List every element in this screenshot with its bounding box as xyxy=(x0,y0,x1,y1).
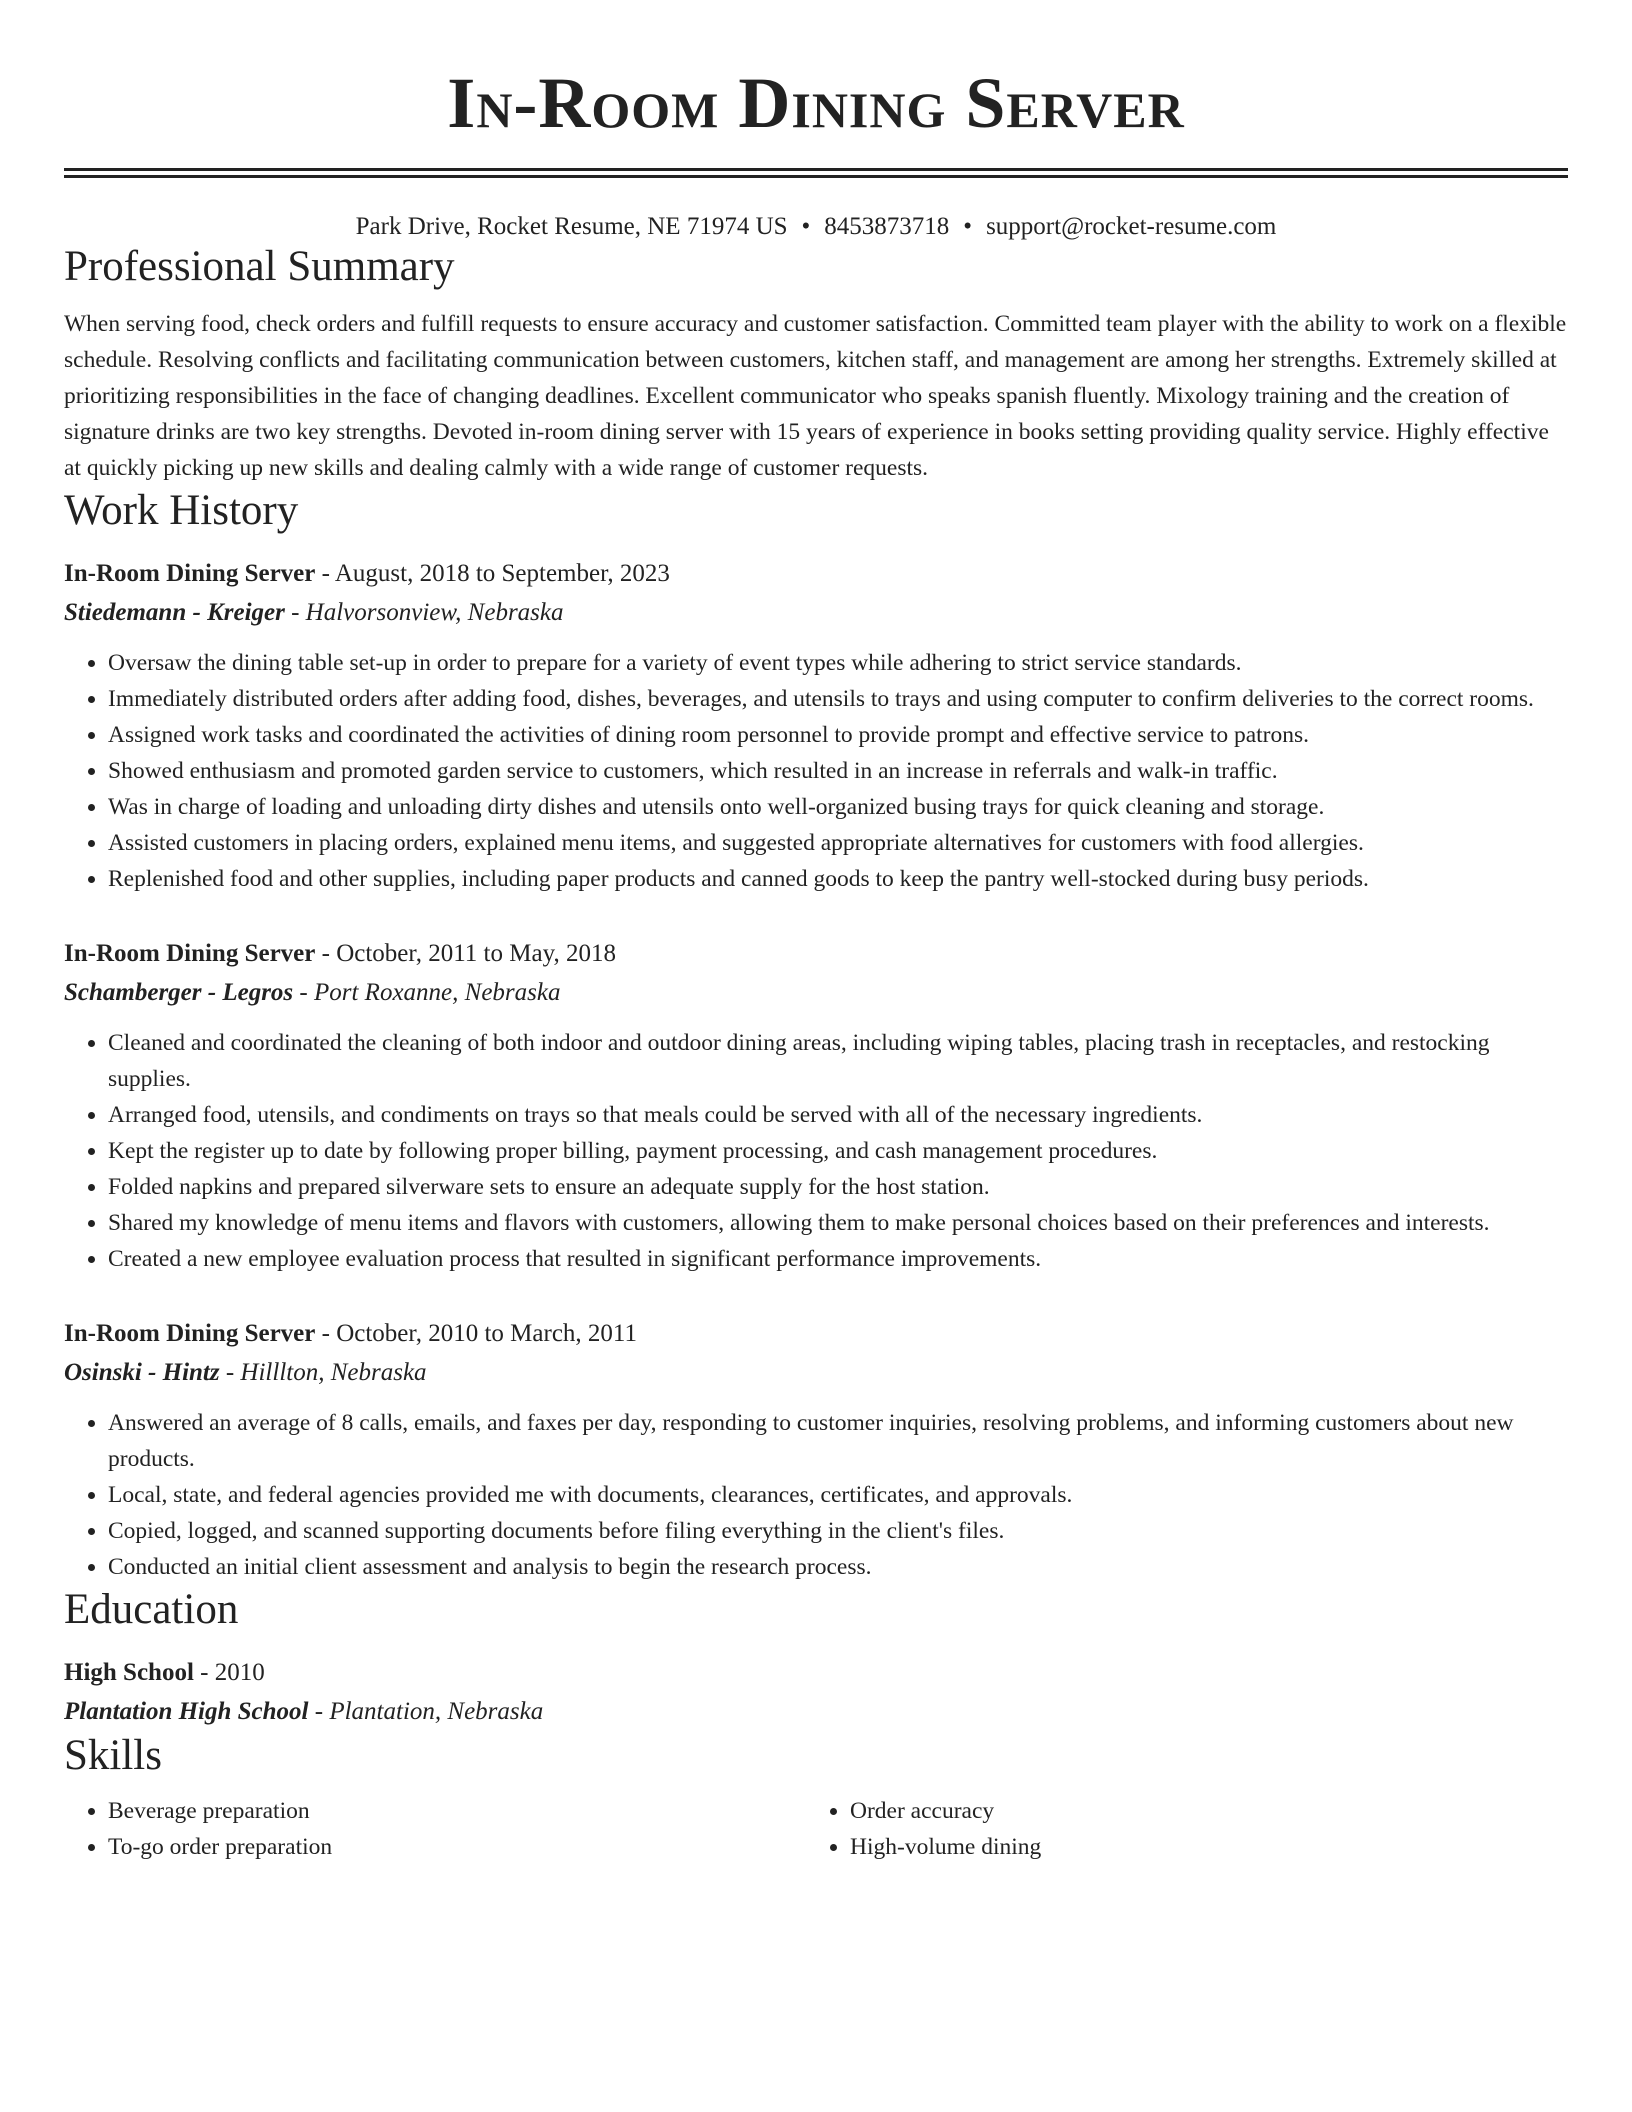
job-entry xyxy=(64,1314,1568,1585)
job-dates: - October, 2011 to May, 2018 xyxy=(315,940,616,967)
job-company: Schamberger - Legros xyxy=(64,979,294,1006)
job-dates: - August, 2018 to September, 2023 xyxy=(315,560,670,587)
skill-item: • High-volume dining xyxy=(850,1829,1548,1865)
skills-list xyxy=(64,1793,1568,1865)
duty-item: • Assigned work tasks and coordinated the activities of dining room personnel to provide prompt and effective service to patrons. xyxy=(108,717,1568,753)
job-duties xyxy=(64,1025,1568,1277)
job-header xyxy=(64,934,1568,973)
duty-item: • Arranged food, utensils, and condiments on trays so that meals could be served with all of the necessary ingredients. xyxy=(108,1097,1568,1133)
education-heading: Education xyxy=(64,1586,239,1633)
job-header xyxy=(64,1314,1568,1353)
job-entry xyxy=(64,554,1568,897)
duty-item: • Showed enthusiasm and promoted garden service to customers, which resulted in an increase in referrals and walk-in traffic. xyxy=(108,753,1568,789)
contact-email: support@rocket-resume.com xyxy=(986,213,1277,240)
job-location: - Halvorsonview, Nebraska xyxy=(284,599,564,626)
duty-item: • Copied, logged, and scanned supporting documents before filing everything in the client's files. xyxy=(108,1513,1568,1549)
education-school-line xyxy=(64,1692,1568,1731)
duty-item: • Kept the register up to date by following proper billing, payment processing, and cash management procedures. xyxy=(108,1133,1568,1169)
contact-separator: • xyxy=(801,213,811,240)
job-duties xyxy=(64,645,1568,897)
education-location: - Plantation, Nebraska xyxy=(308,1698,544,1725)
job-company: Stiedemann - Kreiger xyxy=(64,599,285,626)
summary-text: When serving food, check orders and fulfill requests to ensure accuracy and customer satisfaction. Committed team player with the ability to work on a flexible schedule. Resolving conflicts and facilitating communication between customers, kitchen staff, and management are among her strengths. Extremely skilled at prioritizing responsibilities in the face of changing deadlines. Excellent communicator who speaks spanish fluently. Mixology training and the creation of signature drinks are two key strengths. Devoted in-room dining server with 15 years of experience in books setting providing quality service. Highly effective at quickly picking up new skills and dealing calmly with a wide range of customer requests. xyxy=(64,311,1567,481)
job-employer xyxy=(64,973,1568,1012)
skill-item: • Order accuracy xyxy=(850,1793,1548,1829)
duty-item: • Assisted customers in placing orders, explained menu items, and suggested appropriate alternatives for customers with food allergies. xyxy=(108,825,1568,861)
job-header xyxy=(64,554,1568,593)
duty-item: • Cleaned and coordinated the cleaning of both indoor and outdoor dining areas, including wiping tables, placing trash in receptacles, and restocking supplies. xyxy=(108,1025,1568,1097)
skill-item: • To-go order preparation xyxy=(108,1829,806,1865)
duty-item: • Immediately distributed orders after adding food, dishes, beverages, and utensils to trays and using computer to confirm deliveries to the correct rooms. xyxy=(108,681,1568,717)
duty-item: • Local, state, and federal agencies provided me with documents, clearances, certificates, and approvals. xyxy=(108,1477,1568,1513)
header-divider xyxy=(64,168,1568,178)
duty-item: • Created a new employee evaluation process that resulted in significant performance improvements. xyxy=(108,1241,1568,1277)
job-location: - Port Roxanne, Nebraska xyxy=(293,979,561,1006)
duty-item: • Replenished food and other supplies, including paper products and canned goods to keep the pantry well-stocked during busy periods. xyxy=(108,861,1568,897)
candidate-name: In-Room Dining Server xyxy=(447,63,1185,143)
job-dates: - October, 2010 to March, 2011 xyxy=(315,1320,637,1347)
job-title: In-Room Dining Server xyxy=(64,560,316,587)
skills-column-left xyxy=(64,1793,806,1865)
job-company: Osinski - Hintz xyxy=(64,1359,220,1386)
contact-address: Park Drive, Rocket Resume, NE 71974 US xyxy=(355,213,788,240)
contact-line xyxy=(64,212,1568,242)
contact-separator: • xyxy=(963,213,973,240)
job-title: In-Room Dining Server xyxy=(64,940,316,967)
skills-heading: Skills xyxy=(64,1732,162,1779)
education-school: Plantation High School xyxy=(64,1698,309,1725)
education-header xyxy=(64,1653,1568,1692)
job-entry xyxy=(64,934,1568,1277)
duty-item: • Answered an average of 8 calls, emails, and faxes per day, responding to customer inquiries, resolving problems, and informing customers about new products. xyxy=(108,1405,1568,1477)
skill-item: • Beverage preparation xyxy=(108,1793,806,1829)
contact-phone: 8453873718 xyxy=(824,213,950,240)
duty-item: • Shared my knowledge of menu items and flavors with customers, allowing them to make personal choices based on their preferences and interests. xyxy=(108,1205,1568,1241)
work-history-heading: Work History xyxy=(64,487,299,534)
education-year: - 2010 xyxy=(193,1659,265,1686)
job-title: In-Room Dining Server xyxy=(64,1320,316,1347)
education-entry xyxy=(64,1653,1568,1731)
duty-item: • Folded napkins and prepared silverware sets to ensure an adequate supply for the host station. xyxy=(108,1169,1568,1205)
skills-column-right xyxy=(806,1793,1548,1865)
education-degree: High School xyxy=(64,1659,194,1686)
job-employer xyxy=(64,1353,1568,1392)
job-employer xyxy=(64,593,1568,632)
job-duties xyxy=(64,1405,1568,1585)
job-location: - Hilllton, Nebraska xyxy=(219,1359,427,1386)
duty-item: • Oversaw the dining table set-up in order to prepare for a variety of event types while adhering to strict service standards. xyxy=(108,645,1568,681)
summary-heading: Professional Summary xyxy=(64,243,455,290)
duty-item: • Was in charge of loading and unloading dirty dishes and utensils onto well-organized busing trays for quick cleaning and storage. xyxy=(108,789,1568,825)
duty-item: • Conducted an initial client assessment and analysis to begin the research process. xyxy=(108,1549,1568,1585)
